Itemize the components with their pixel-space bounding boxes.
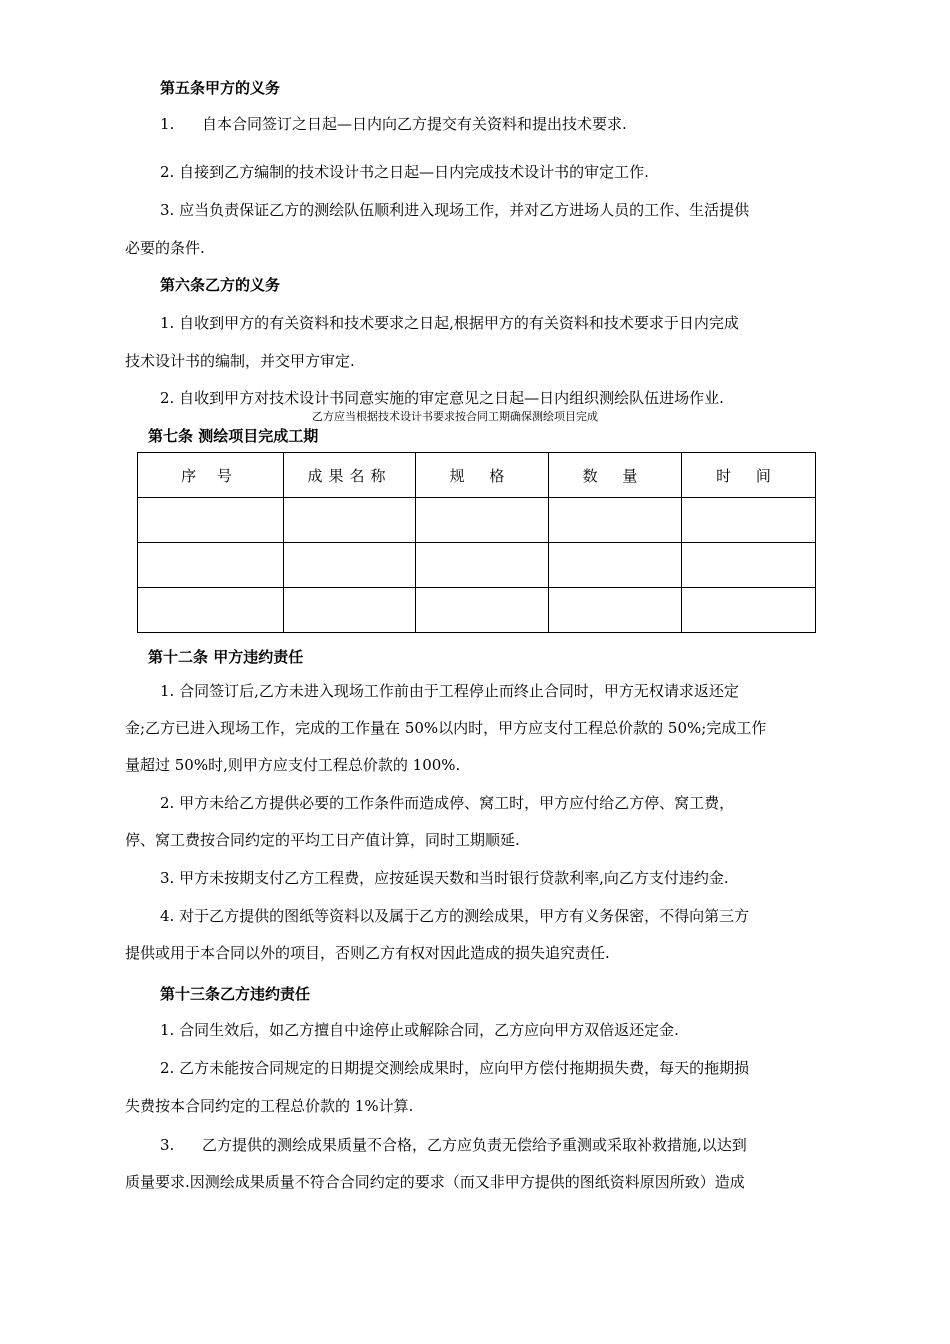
table-cell <box>682 498 816 543</box>
table-cell <box>284 498 416 543</box>
header-cell-serial: 序 号 <box>138 453 284 498</box>
article-6-item-2: 2. 自收到甲方对技术设计书同意实施的审定意见之日起—日内组织测绘队伍进场作业. <box>160 389 724 407</box>
article-12-item-4-line-1: 4. 对于乙方提供的图纸等资料以及属于乙方的测绘成果，甲方有义务保密，不得向第三方 <box>160 907 750 925</box>
article-6-item-1-line-1: 1. 自收到甲方的有关资料和技术要求之日起,根据甲方的有关资料和技术要求于日内完成 <box>160 314 739 332</box>
header-cell-time: 时 间 <box>682 453 816 498</box>
article-13-item-2-line-2: 失费按本合同约定的工程总价款的 1%计算. <box>125 1097 414 1115</box>
table-row <box>138 543 816 588</box>
article-12-item-2-line-1: 2. 甲方未给乙方提供必要的工作条件而造成停、窝工时，甲方应付给乙方停、窝工费， <box>160 794 735 812</box>
article-12-item-3: 3. 甲方未按期支付乙方工程费，应按延误天数和当时银行贷款利率,向乙方支付违约金. <box>160 869 729 887</box>
table-cell <box>138 543 284 588</box>
article-12-item-1-line-1: 1. 合同签订后,乙方未进入现场工作前由于工程停止而终止合同时，甲方无权请求返还定 <box>160 682 739 700</box>
table-cell <box>138 498 284 543</box>
article-13-item-3-line-1: 乙方提供的测绘成果质量不合格，乙方应负责无偿给予重测或采取补救措施,以达到 <box>202 1136 747 1154</box>
article-12-title: 第十二条 甲方违约责任 <box>148 648 304 666</box>
table-cell <box>284 588 416 633</box>
table-cell <box>549 588 682 633</box>
article-13-item-3-number: 3. <box>160 1136 175 1154</box>
header-cell-quantity: 数 量 <box>549 453 682 498</box>
table-cell <box>416 498 549 543</box>
table-cell <box>284 543 416 588</box>
table-row <box>138 588 816 633</box>
article-5-item-2: 2. 自接到乙方编制的技术设计书之日起—日内完成技术设计书的审定工作. <box>160 163 649 181</box>
table-cell <box>416 588 549 633</box>
table-row <box>138 498 816 543</box>
article-5-item-1-number: 1. <box>160 115 175 133</box>
header-cell-result-name: 成果名称 <box>284 453 416 498</box>
article-5-title: 第五条甲方的义务 <box>160 79 281 97</box>
table-cell <box>138 588 284 633</box>
table-cell <box>682 543 816 588</box>
header-cell-spec: 规 格 <box>416 453 549 498</box>
table-header-row <box>138 453 816 498</box>
article-6-note: 乙方应当根据技术设计书要求按合同工期确保测绘项目完成 <box>312 410 598 423</box>
table-cell <box>549 498 682 543</box>
article-5-item-3-line-1: 3. 应当负责保证乙方的测绘队伍顺利进入现场工作，并对乙方进场人员的工作、生活提供 <box>160 201 750 219</box>
article-12-item-1-line-3: 量超过 50%时,则甲方应支付工程总价款的 100%. <box>125 756 461 774</box>
table-cell <box>682 588 816 633</box>
article-5-item-1: 自本合同签订之日起—日内向乙方提交有关资料和提出技术要求. <box>202 115 627 133</box>
article-13-item-3-line-2: 质量要求.因测绘成果质量不符合合同约定的要求（而又非甲方提供的图纸资料原因所致）造成 <box>125 1173 745 1191</box>
table-cell <box>416 543 549 588</box>
article-6-title: 第六条乙方的义务 <box>160 276 281 294</box>
article-5-item-3-line-2: 必要的条件. <box>125 239 205 257</box>
table-cell <box>549 543 682 588</box>
article-13-item-1: 1. 合同生效后，如乙方擅自中途停止或解除合同，乙方应向甲方双倍返还定金. <box>160 1021 679 1039</box>
article-12-item-4-line-2: 提供或用于本合同以外的项目，否则乙方有权对因此造成的损失追究责任. <box>125 944 610 962</box>
article-7-title: 第七条 测绘项目完成工期 <box>148 427 319 445</box>
article-12-item-2-line-2: 停、窝工费按合同约定的平均工日产值计算，同时工期顺延. <box>125 831 520 849</box>
article-6-item-1-line-2: 技术设计书的编制，并交甲方审定. <box>125 352 355 370</box>
article-13-title: 第十三条乙方违约责任 <box>160 985 311 1003</box>
article-13-item-2-line-1: 2. 乙方未能按合同规定的日期提交测绘成果时，应向甲方偿付拖期损失费，每天的拖期损 <box>160 1059 750 1077</box>
article-12-item-1-line-2: 金;乙方已进入现场工作，完成的工作量在 50%以内时，甲方应支付工程总价款的 50%;完成工作 <box>125 719 767 737</box>
completion-schedule-table <box>137 452 816 633</box>
